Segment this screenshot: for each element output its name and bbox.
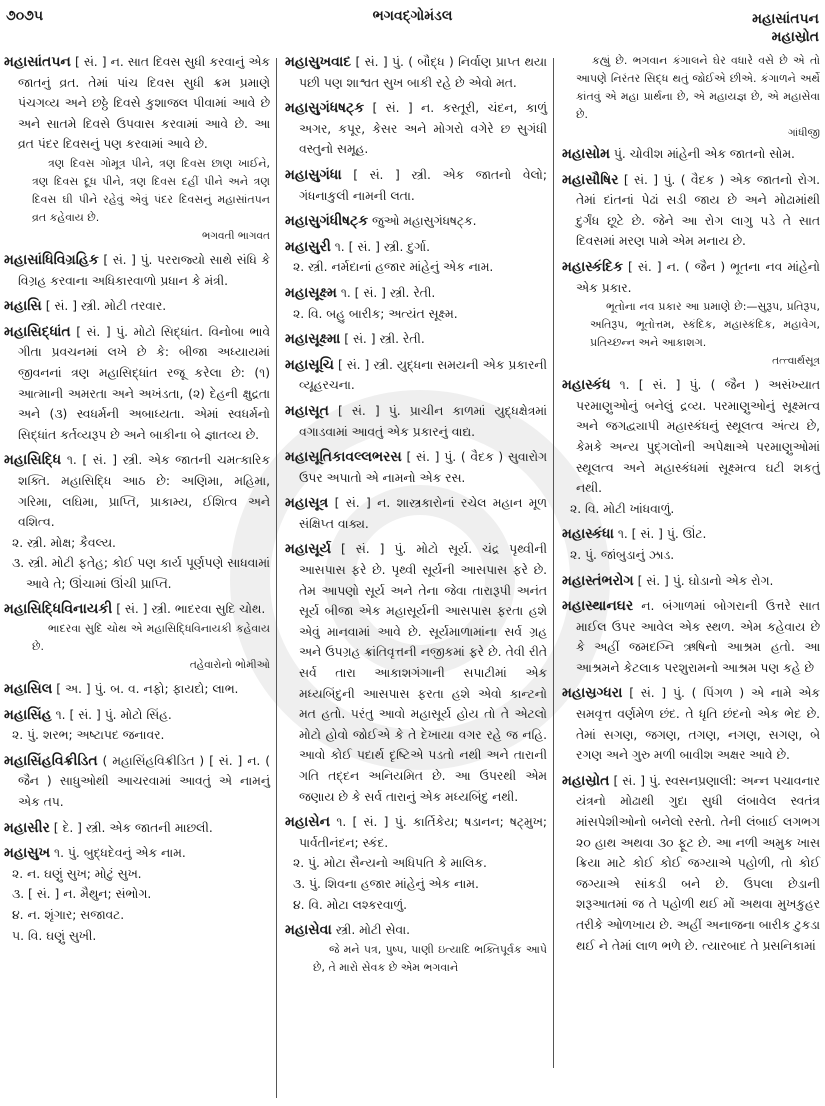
dictionary-entry: [562, 375, 820, 519]
headword: મહાસોમ: [562, 146, 610, 162]
dictionary-entry: [562, 524, 820, 565]
dictionary-entry: [562, 144, 820, 165]
dictionary-entry: [4, 450, 270, 594]
definition: [ સં. ] ન. શાસ્ત્રકારોનાં રચેલ મહાન મૂળ સંક્ષિપ્ત વાક્ય.: [299, 496, 547, 531]
headword: મહાસ્કંધા: [562, 526, 614, 543]
sense: ૨. પું. જાંબુડાનું ઝાડ.: [570, 547, 675, 562]
definition: સ્ત્રી. મોટી સેવા.: [335, 923, 411, 938]
definition: ન. બંગાળમાં બોગરાની ઉત્તરે સાત માઈલ ઉપર આવેલ એક સ્થળ. એમ કહેવાય છે કે અહીં જમદગ્નિ ઋષિનો આશ્રમ હતો. આ આશ્રમને કેટલાક પરશુરામનો આશ્રમ પણ કહે છે: [576, 599, 820, 675]
dictionary-entry: [285, 211, 547, 232]
definition: [ સં. ] પું. પરરાજ્યો સાથે સંધિ કે વિગ્રહ કરવાના અધિકારવાળો પ્રધાન કે મંત્રી.: [18, 252, 270, 288]
column-3: [562, 52, 820, 961]
usage-quote: ભૂતોના નવ પ્રકાર આ પ્રમાણે છે:—સુરૂપ, પ્રતિરૂપ, અતિરૂપ, ભૂતોત્તમ, સ્કંદિક, મહાસ્કંદિક, મહાવેગ, પ્રતિચ્છન્ન અને આકાશગ. તત્ત્વાર્થસૂત્ર: [576, 298, 820, 370]
guide-words: [752, 10, 819, 46]
definition: ૧. પું. બુદ્ધદેવનું એક નામ.: [54, 846, 186, 861]
definition: જુઓ મહાસુગંધષટ્ક.: [372, 214, 477, 229]
dictionary-entry: [285, 165, 547, 206]
dictionary-entry: [285, 237, 547, 278]
dictionary-entry: [4, 705, 270, 746]
dictionary-entry: [4, 250, 270, 291]
definition: [ સં. ] સ્ત્રી. ભાદરવા સુદિ ચોથ.: [116, 602, 266, 617]
dictionary-entry: [4, 818, 270, 839]
headword: મહાસુખ: [4, 845, 51, 862]
guide-word-last: મહાસ્રોત: [771, 29, 819, 45]
definition: [ સં. ] પું. ઘોડાનો એક રોગ.: [637, 573, 774, 588]
quote-source: ગાંધીજી: [788, 127, 820, 139]
sense: ૨. પું. મોટા સૈન્યનો અધિપતિ કે માલિક.: [293, 856, 487, 871]
book-title: ભગવદ્ગોમંડલ: [372, 8, 453, 24]
sense: ૨. સ્ત્રી. મોક્ષ; કૈવલ્ય.: [12, 535, 116, 550]
dictionary-entry: [4, 52, 270, 245]
dictionary-entry: [285, 355, 547, 396]
headword: મહાસુરી: [285, 238, 331, 255]
column-divider: [276, 58, 277, 1098]
sense: ૨. વિ. બહુ બારીક; અત્યંત સૂક્ષ્મ.: [293, 306, 458, 321]
definition: ( મહાસિંહવિક્રીડિત ) [ સં. ] ન. ( જૈન ) સાધુઓથી આચરવામાં આવતું એ નામનું એક તપ.: [18, 753, 270, 810]
sense: ૨. પું. શરભ; અષ્ટાપદ જનાવર.: [12, 728, 165, 743]
usage-quote: ત્રણ દિવસ ગોમૂત્ર પીને, ત્રણ દિવસ છાણ ખાઈને, ત્રણ દિવસ દૂધ પીને, ત્રણ દિવસ દહીં પીને અને ત્રણ દિવસ ઘી પીને રહેવું એવું પંદર દિવસનું મહાસાંતપન વ્રત કહેવાય છે. ભગવતી ભાગવત: [18, 155, 270, 245]
dictionary-entry: [562, 257, 820, 370]
sense: ૨. વિ. મોટી ખાંધવાળું.: [570, 501, 675, 516]
dictionary-entry: [4, 679, 270, 700]
sense: ૪. ન. શૃંગાર; સજાવટ.: [12, 908, 125, 922]
headword: મહાસૌષિર: [562, 171, 619, 188]
dictionary-entry: [562, 170, 820, 252]
quote-source: ભગવતી ભાગવત: [201, 229, 270, 242]
sense: ૫. વિ. ઘણું સુખી.: [12, 928, 97, 943]
headword: મહાસિદ્ધાંત: [4, 323, 71, 340]
definition: [ સં. ] પું. પ્રાચીન કાળમાં યુદ્ધક્ષેત્રમાં વગાડવામાં આવતું એક પ્રકારનું વાદ્ય.: [299, 403, 547, 439]
headword: મહાસ્થાનઘર: [562, 598, 634, 615]
headword: મહાસિલ: [4, 681, 53, 698]
headword: મહાસેવા: [285, 922, 332, 939]
headword: મહાસિદ્ધિ: [4, 452, 62, 469]
definition: ૧. [ સં. ] પું. ( જૈન ) અસંખ્યાત પરમાણુઓનું બનેલું દ્રવ્ય. પરમાણુઓનું સૂક્ષ્મત્વ અને જગદ્વ્યાપી મહાસ્કંધનું સ્થૂલત્વ અંત્ય છે, કેમકે અન્ય પુદ્ગલોની અપેક્ષાએ પરમાણુઓમાં સ્થૂલત્વ અને મહાસ્કંધમાં સૂક્ષ્મત્વ ઘટી શકતું નથી.: [576, 378, 820, 496]
definition: [ સં. ] પું. ( પિંગળ ) એ નામે એક સમવૃત્ત વર્ણમેળ છંદ. તે ધૃતિ છંદનો એક ભેદ છે. તેમાં સગણ, જગણ, તગણ, નગણ, સગણ, બે રગણ અને ગુરુ મળી બાવીશ અક્ષર આવે છે.: [576, 686, 820, 763]
dictionary-entry: [285, 920, 547, 977]
dictionary-entry: [285, 98, 547, 160]
definition: [ સં. ] પું. ( બૌદ્ધ ) નિર્વાણ પ્રાપ્ત થયા પછી પણ શાશ્વત સુખ બાકી રહે છે એવો મત.: [299, 55, 547, 90]
quote-source: તત્ત્વાર્થસૂત્ર: [772, 355, 820, 368]
headword: મહાસુગંધષટ્ક: [285, 100, 365, 117]
definition: [ સં. ] પું. ( વૈદક ) એક જાતનો રોગ. તેમાં દાંતનાં પેઢાં સડી જાય છે અને મોઢામાંથી દુર્ગંધ છૂટે છે. જેને આ રોગ લાગુ પડે તે સાત દિવસમાં મરણ પામે એમ મનાય છે.: [576, 172, 820, 249]
definition: [ અ. ] પું. બ. વ. નફો; ફાયદો; લાભ.: [56, 682, 239, 697]
headword: મહાસિંહવિક્રીડિત: [4, 752, 98, 769]
headword: મહાસૂચિ: [285, 356, 334, 373]
definition: [ સં. ] ન. ( જૈન ) ભૂતના નવ માંહેનો એક પ્રકાર.: [576, 259, 820, 295]
definition: [ દે. ] સ્ત્રી. એક જાતની માછલી.: [53, 820, 213, 835]
sense: ૩. પું. શિવના હજાર માંહેનું એક નામ.: [293, 876, 479, 891]
headword: મહાસાંધિવિગ્રહિક: [4, 251, 99, 268]
dictionary-entry: [562, 571, 820, 592]
dictionary-entry: [285, 401, 547, 442]
dictionary-entry: [562, 683, 820, 765]
dictionary-entry: [285, 493, 547, 534]
headword: મહાસેન: [285, 814, 331, 831]
headword: મહાસૂર્ય: [285, 541, 332, 558]
definition: [ સં. ] પું. મોટો સિદ્ધાંત. વિનોબા ભાવે ગીતા પ્રવચનમાં લખે છે કે: બીજા અધ્યાયમાં જીવનનાં ત્રણ મહાસિદ્ધાંત રજૂ કરેલા છે: (૧) આત્માની અમરતા અને અખંડતા, (૨) દેહની ક્ષુદ્રતા અને (૩) સ્વધર્મની અબાધ્યતા. એમાં સ્વધર્મનો સિદ્ધાંત કર્તવ્યરૂપ છે અને બાકીના બે જ્ઞાતવ્ય છે.: [18, 324, 270, 442]
dictionary-entry: [4, 751, 270, 813]
dictionary-entry: [285, 539, 547, 807]
definition: [ સં. ] સ્ત્રી. યુદ્ધના સમયની એક પ્રકારની વ્યૂહરચના.: [299, 357, 547, 393]
headword: મહાસાંતપન: [4, 54, 71, 70]
headword: મહાસૂતિકાવલ્લભરસ: [285, 449, 402, 466]
dictionary-entry: [285, 52, 547, 93]
dictionary-entry: [4, 599, 270, 674]
dictionary-entry: [4, 843, 270, 946]
usage-quote: ભાદરવા સુદિ ચોથ એ મહાસિદ્ધિવિનાયકી કહેવાય છે. તહેવારોનો ભોમીઓ: [18, 620, 270, 674]
definition: ૧. [ સં. ] પું. ઊંટ.: [617, 527, 707, 542]
page-number: ૭૦૭૫: [6, 8, 44, 24]
dictionary-entry: [562, 771, 820, 956]
dictionary-entry: [285, 283, 547, 324]
definition: [ સં. ] ન. સાત દિવસ સુધી કરવાનું એક જાતનું વ્રત. તેમાં પાંચ દિવસ સુધી ક્રમ પ્રમાણે પંચગવ્ય અને છઠ્ઠે દિવસે કુશાજલ પીવામાં આવે છે અને સાતમે દિવસે ઉપવાસ કરવામાં આવે છે. આ વ્રત પંદર દિવસનું પણ કરવામાં આવે છે.: [18, 55, 270, 152]
headword: મહાસૂક્ષ્મા: [285, 331, 341, 348]
definition: ૧. [ સં. ] પું. કાર્તિકેય; ષડાનન; ષટ્મુખ; પાર્વતીનંદન; સ્કંદ.: [299, 815, 547, 850]
headword: મહાસૂક્ષ્મ: [285, 284, 337, 301]
definition: [ સં. ] પું. ( વૈદક ) સુવારોગ ઉપર અપાતો એ નામનો એક રસ.: [299, 450, 547, 485]
dictionary-entry: [285, 447, 547, 488]
definition: પું. ચોવીશ માંહેની એક જાતનો સોમ.: [613, 147, 795, 161]
headword: મહાસૂત્ર: [285, 495, 329, 512]
headword: મહાસ્તંભરોગ: [562, 572, 634, 589]
definition: [ સં. ] ન. કસ્તૂરી, ચંદન, કાળું અગર, કપૂર, કેસર અને મોગરો વગેરે છ સુગંધી વસ્તુનો સમૂહ.: [299, 101, 547, 157]
headword: મહાસ્કંદિક: [562, 258, 623, 275]
headword: મહાસૂત: [285, 402, 329, 419]
page-header: [0, 0, 825, 52]
headword: મહાસ્રગ્ધરા: [562, 685, 623, 702]
definition: [ સં. ] પું. સ્વસનપ્રણાલી: અન્ન પચાવનાર યંત્રનો મોઢાથી ગુદા સુધી લંબાવેલ સ્વતંત્ર માંસપેશીઓનો બનેલો રસ્તો. તેની લંબાઈ લગભગ ૨૦ હાથ અથવા ૩૦ ફૂટ છે. આ નળી અમુક ખાસ ક્રિયા માટે કોઈ કોઈ જગ્યાએ પહોળી, તો કોઈ જગ્યાએ સાંકડી બને છે. ઉપલા છેડાની શરૂઆતમાં જ તે પહોળી થઈ મોં અથવા મુખકુહર તરીકે ઓળખાય છે. અહીં અનાજના બારીક ટુકડા થઈ ને તેમાં લાળ ભળે છે. ત્યારબાદ તે પ્રસનિકામાં: [576, 773, 820, 953]
definition: [ સં. ] સ્ત્રી. રેતી.: [344, 332, 425, 347]
headword: મહાસીર: [4, 819, 50, 836]
definition: [ સં. ] સ્ત્રી. એક જાતનો વેલો; ગંધનાકુલી નામની લતા.: [299, 167, 547, 203]
continued-quote: કહ્યું છે. ભગવાન કંગાલને ઘેર વધારે વસે છે એ તો આપણે નિરંતર સિદ્ધ થતું જોઈએ છીએ. કંગાળને અર્થે કાંતવું એ મહા પ્રાર્થના છે, એ મહાયજ્ઞ છે, એ મહાસેવા છે. ગાંધીજી: [562, 52, 820, 142]
definition: ૧. [ સં. ] સ્ત્રી. દુર્ગા.: [334, 239, 431, 254]
definition: [ સં. ] પું. મોટો સૂર્ય. ચંદ્ર પૃથ્વીની આસપાસ ફરે છે. પૃથ્વી સૂર્યની આસપાસ ફરે છે. તેમ આપણો સૂર્ય અને તેના જેવા તારારૂપી અનંત સૂર્ય બીજા એક મહાસૂર્યની આસપાસ ફરતા હશે એવું માનવામાં આવે છે. સૂર્યમાળામાંના સર્વ ગ્રહ અને ઉપગ્રહ ક્રાંતિવૃત્તની નજીકમાં ફરે છે. તેવી રીતે સર્વ તારા આકાશગંગાની સપાટીમાં એક મધ્યબિંદુની આસપાસ ફરતા હશે એવો કાન્ટનો મત હતો. પરંતુ આવો મહાસૂર્ય હોય તો તે એટલો મોટો હોવો જોઈએ કે તે દેખાયા વગર રહે જ નહિ. આવો કોઈ પદાર્થ દૃષ્ટિએ પડતો નથી અને તારાની ગતિ તદ્દન અનિયમિત છે. આ ઉપરથી એમ જણાય છે કે સર્વ તારાનું એક મધ્યબિંદુ નથી.: [299, 542, 547, 804]
sense: ૨. સ્ત્રી. નર્મદાનાં હજાર માંહેનું એક નામ.: [293, 260, 494, 275]
headword: મહાસુખવાદ: [285, 54, 352, 70]
column-2: [285, 52, 547, 982]
definition: ૧. [ સં. ] પું. મોટો સિંહ.: [55, 707, 172, 722]
usage-quote: જે મને પત્ર, પુષ્પ, પાણી ઇત્યાદિ ભક્તિપૂર્વક આપે છે, તે મારો સેવક છે એમ ભગવાને: [313, 942, 547, 974]
headword: મહાસિ: [4, 298, 42, 315]
quote-source: તહેવારોનો ભોમીઓ: [189, 659, 270, 672]
guide-word-first: મહાસાંતપન: [752, 11, 819, 27]
headword: મહાસ્કંધ: [562, 377, 611, 394]
headword: મહાસિંહ: [4, 706, 52, 723]
headword: મહાસ્રોત: [562, 772, 610, 789]
sense: ૨. ન. ઘણું સુખ; મોટું સુખ.: [12, 866, 142, 881]
dictionary-entry: [4, 296, 270, 317]
sense: ૩. [ સં. ] ન. મૈથુન; સંભોગ.: [12, 887, 152, 902]
headword: મહાસુગંધીષટ્ક: [285, 213, 369, 230]
column-divider: [553, 58, 554, 1068]
definition: [ સં. ] સ્ત્રી. મોટી તરવાર.: [45, 299, 167, 314]
dictionary-entry: [285, 329, 547, 350]
dictionary-entry: [285, 812, 547, 915]
column-1: [4, 52, 270, 951]
dictionary-entry: [4, 322, 270, 446]
sense: ૩. સ્ત્રી. મોટી ફતેહ; કોઈ પણ કાર્ય પૂર્ણપણે સાધવામાં આવે તે; ઊંચામાં ઊંચી પ્રાપ્તિ.: [12, 556, 270, 591]
sense: ૪. વિ. મોટા લશ્કરવાળું.: [293, 897, 408, 912]
definition: ૧. [ સં. ] સ્ત્રી. એક જાતની ચમત્કારિક શક્તિ. મહાસિદ્ધિ આઠ છે: અણિમા, મહિમા, ગરિમા, લઘિમા, પ્રાપ્તિ, પ્રાકામ્ય, ઈશિત્વ અને વશિત્વ.: [18, 453, 270, 530]
definition: ૧. [ સં. ] સ્ત્રી. રેતી.: [340, 285, 436, 300]
dictionary-entry: [562, 596, 820, 678]
headword: મહાસુગંધા: [285, 166, 342, 183]
headword: મહાસિદ્ધિવિનાયકી: [4, 601, 113, 618]
